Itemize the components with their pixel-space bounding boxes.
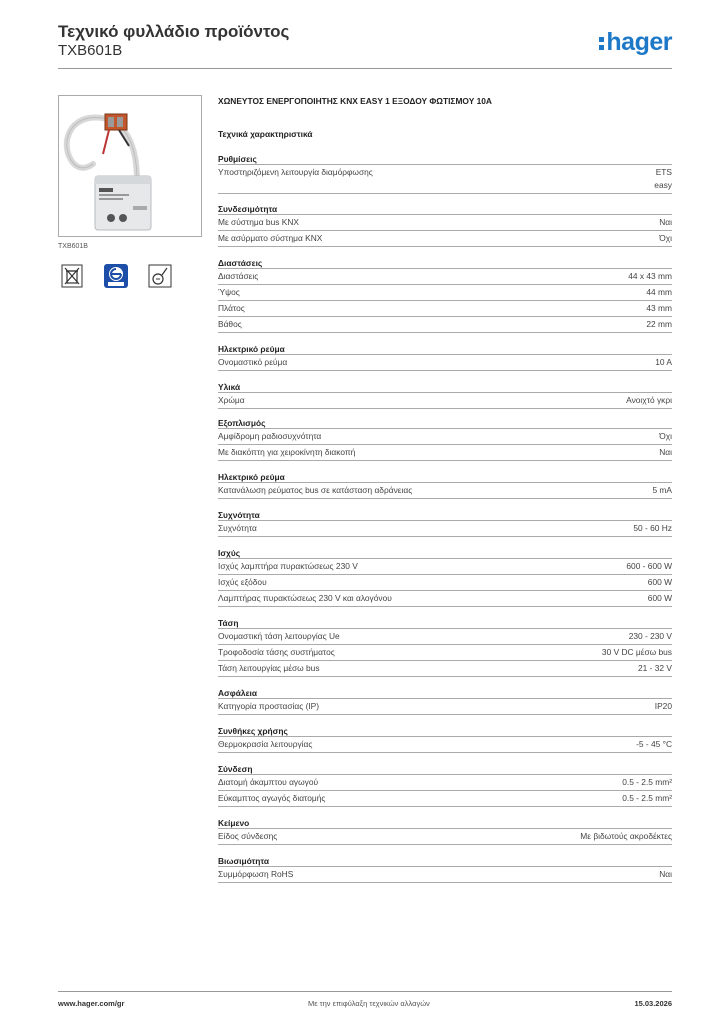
spec-row bbox=[218, 317, 672, 333]
spec-label: Συχνότητα bbox=[218, 523, 257, 533]
spec-value bbox=[626, 559, 672, 574]
spec-value bbox=[626, 393, 672, 408]
spec-label: Λαμπτήρας πυρακτώσεως 230 V και αλογόνου bbox=[218, 593, 392, 603]
spec-label: Κατανάλωση ρεύματος bus σε κατάσταση αδράνειας bbox=[218, 485, 413, 495]
page-header bbox=[58, 22, 672, 68]
spec-row bbox=[218, 791, 672, 807]
spec-label: Βάθος bbox=[218, 319, 242, 329]
spec-label: Τροφοδοσία τάσης συστήματος bbox=[218, 647, 335, 657]
spec-value bbox=[648, 591, 672, 606]
spec-value-line: 22 mm bbox=[646, 319, 672, 329]
spec-value-line: easy bbox=[654, 180, 672, 190]
footer-divider bbox=[58, 991, 672, 992]
spec-row bbox=[218, 231, 672, 247]
certification-icons bbox=[58, 262, 174, 290]
spec-value-line: Ανοιχτό γκρι bbox=[626, 395, 672, 405]
spec-section bbox=[218, 818, 672, 845]
spec-row bbox=[218, 165, 672, 194]
spec-value-line: 0.5 - 2.5 mm² bbox=[622, 793, 672, 803]
weee-bin-icon bbox=[58, 262, 86, 290]
section-title: Εξοπλισμός bbox=[218, 418, 672, 429]
spec-value bbox=[580, 829, 672, 844]
spec-section bbox=[218, 258, 672, 333]
spec-label: Τάση λειτουργίας μέσω bus bbox=[218, 663, 320, 673]
spec-row bbox=[218, 629, 672, 645]
spec-label: Με διακόπτη για χειροκίνητη διακοπή bbox=[218, 447, 356, 457]
spec-value-line: 600 W bbox=[647, 593, 672, 603]
logo-colon-icon bbox=[598, 33, 606, 53]
spec-value bbox=[648, 575, 672, 590]
spec-row bbox=[218, 301, 672, 317]
section-title: Σύνδεση bbox=[218, 764, 672, 775]
spec-row bbox=[218, 699, 672, 715]
spec-value-line: 44 mm bbox=[646, 287, 672, 297]
spec-row bbox=[218, 661, 672, 677]
spec-value bbox=[655, 699, 672, 714]
product-photo-icon bbox=[59, 96, 201, 236]
spec-row bbox=[218, 429, 672, 445]
spec-value bbox=[628, 269, 672, 284]
spec-value-line: Ναι bbox=[659, 217, 672, 227]
spec-value-line: 0.5 - 2.5 mm² bbox=[622, 777, 672, 787]
spec-label: Αμφίδρομη ραδιοσυχνότητα bbox=[218, 431, 322, 441]
spec-column bbox=[218, 96, 672, 894]
product-name: ΧΩΝΕΥΤΟΣ ΕΝΕΡΓΟΠΟΙΗΤΗΣ KNX EASY 1 ΕΞΟΔΟΥ ΦΩΤΙΣΜΟΥ 10A bbox=[218, 96, 492, 106]
hager-logo bbox=[598, 28, 672, 57]
spec-value bbox=[659, 445, 672, 460]
spec-value-line: 600 W bbox=[647, 577, 672, 587]
spec-row bbox=[218, 445, 672, 461]
section-title: Ασφάλεια bbox=[218, 688, 672, 699]
spec-section bbox=[218, 764, 672, 807]
section-title: Συνδεσιμότητα bbox=[218, 204, 672, 215]
logo-text: hager bbox=[606, 28, 672, 56]
easy-config-icon bbox=[102, 262, 130, 290]
lamp-icon bbox=[146, 262, 174, 290]
spec-value bbox=[659, 231, 672, 246]
image-caption: TXB601B bbox=[58, 243, 88, 250]
spec-section bbox=[218, 418, 672, 461]
spec-value-line: IP20 bbox=[654, 701, 672, 711]
footer-note: Με την επιφύλαξη τεχνικών αλλαγών bbox=[308, 999, 430, 1008]
spec-value-line: Ναι bbox=[659, 447, 672, 457]
spec-value bbox=[636, 737, 672, 752]
section-title: Υλικά bbox=[218, 382, 672, 393]
spec-value bbox=[602, 645, 672, 660]
spec-value bbox=[652, 483, 672, 498]
spec-value-line: 10 A bbox=[655, 357, 672, 367]
spec-value-line: Με βιδωτούς ακροδέκτες bbox=[580, 831, 672, 841]
spec-label: Ύψος bbox=[218, 287, 240, 297]
spec-value-line: Όχι bbox=[659, 233, 672, 243]
spec-label: Θερμοκρασία λειτουργίας bbox=[218, 739, 313, 749]
spec-section bbox=[218, 344, 672, 371]
spec-value bbox=[629, 629, 672, 644]
spec-section bbox=[218, 856, 672, 883]
spec-row bbox=[218, 269, 672, 285]
spec-row bbox=[218, 775, 672, 791]
section-title: Ρυθμίσεις bbox=[218, 154, 672, 165]
spec-label: Ισχύς λαμπτήρα πυρακτώσεως 230 V bbox=[218, 561, 358, 571]
spec-row bbox=[218, 829, 672, 845]
spec-value-line: 600 - 600 W bbox=[626, 561, 672, 571]
spec-row bbox=[218, 737, 672, 753]
section-title: Βιωσιμότητα bbox=[218, 856, 672, 867]
product-image bbox=[58, 95, 202, 237]
spec-value bbox=[655, 355, 672, 370]
spec-label: Με σύστημα bus KNX bbox=[218, 217, 299, 227]
spec-section bbox=[218, 154, 672, 194]
spec-row bbox=[218, 393, 672, 409]
spec-label: Ονομαστικό ρεύμα bbox=[218, 357, 288, 367]
spec-section bbox=[218, 688, 672, 715]
spec-row bbox=[218, 645, 672, 661]
spec-label: Ονομαστική τάση λειτουργίας Ue bbox=[218, 631, 340, 641]
section-title: Τάση bbox=[218, 618, 672, 629]
spec-value bbox=[654, 165, 672, 192]
spec-section bbox=[218, 510, 672, 537]
spec-value bbox=[659, 867, 672, 882]
spec-row bbox=[218, 591, 672, 607]
spec-section bbox=[218, 204, 672, 247]
spec-value-line: 30 V DC μέσω bus bbox=[601, 647, 672, 657]
spec-value-line: 230 - 230 V bbox=[628, 631, 672, 641]
spec-value bbox=[646, 285, 672, 300]
spec-section bbox=[218, 548, 672, 607]
spec-label: Διαστάσεις bbox=[218, 271, 259, 281]
section-title: Ισχύς bbox=[218, 548, 672, 559]
header-divider bbox=[58, 68, 672, 69]
spec-value bbox=[622, 775, 672, 790]
spec-row bbox=[218, 215, 672, 231]
spec-value bbox=[638, 661, 672, 676]
section-title: Συνθήκες χρήσης bbox=[218, 726, 672, 737]
section-title: Συχνότητα bbox=[218, 510, 672, 521]
spec-value bbox=[622, 791, 672, 806]
spec-label: Πλάτος bbox=[218, 303, 245, 313]
spec-label: Διατομή άκαμπτου αγωγού bbox=[218, 777, 319, 787]
spec-label: Εύκαμπτος αγωγός διατομής bbox=[218, 793, 326, 803]
spec-row bbox=[218, 521, 672, 537]
spec-value-line: 44 x 43 mm bbox=[628, 271, 672, 281]
spec-value-line: -5 - 45 °C bbox=[636, 739, 672, 749]
spec-section bbox=[218, 726, 672, 753]
spec-label: Είδος σύνδεσης bbox=[218, 831, 278, 841]
spec-label: Με ασύρματο σύστημα KNX bbox=[218, 233, 323, 243]
footer-date: 15.03.2026 bbox=[634, 999, 672, 1008]
spec-row bbox=[218, 575, 672, 591]
spec-value-line: 43 mm bbox=[646, 303, 672, 313]
spec-row bbox=[218, 355, 672, 371]
spec-row bbox=[218, 559, 672, 575]
spec-value bbox=[646, 301, 672, 316]
section-title: Διαστάσεις bbox=[218, 258, 672, 269]
section-title: Ηλεκτρικό ρεύμα bbox=[218, 344, 672, 355]
spec-value-line: Όχι bbox=[659, 431, 672, 441]
spec-sections bbox=[218, 154, 672, 883]
spec-row bbox=[218, 285, 672, 301]
spec-row bbox=[218, 867, 672, 883]
spec-value bbox=[659, 429, 672, 444]
spec-value bbox=[633, 521, 672, 536]
spec-value-line: Ναι bbox=[659, 869, 672, 879]
spec-value bbox=[646, 317, 672, 332]
spec-value-line: 50 - 60 Hz bbox=[633, 523, 672, 533]
spec-value-line: 21 - 32 V bbox=[638, 663, 672, 673]
spec-label: Συμμόρφωση RoHS bbox=[218, 869, 294, 879]
section-title: Ηλεκτρικό ρεύμα bbox=[218, 472, 672, 483]
spec-section bbox=[218, 618, 672, 677]
specs-heading: Τεχνικά χαρακτηριστικά bbox=[218, 129, 313, 139]
footer-website[interactable]: www.hager.com/gr bbox=[58, 999, 125, 1008]
spec-value-line: ETS bbox=[655, 167, 672, 177]
section-title: Κείμενο bbox=[218, 818, 672, 829]
spec-label: Χρώμα bbox=[218, 395, 245, 405]
spec-label: Ισχύς εξόδου bbox=[218, 577, 267, 587]
spec-label: Κατηγορία προστασίας (IP) bbox=[218, 701, 320, 711]
spec-value bbox=[659, 215, 672, 230]
spec-section bbox=[218, 382, 672, 409]
spec-label: Υποστηριζόμενη λειτουργία διαμόρφωσης bbox=[218, 167, 373, 177]
spec-row bbox=[218, 483, 672, 499]
spec-section bbox=[218, 472, 672, 499]
spec-value-line: 5 mA bbox=[652, 485, 672, 495]
product-code: TXB601B bbox=[58, 42, 123, 59]
document-title: Τεχνικό φυλλάδιο προϊόντος bbox=[58, 22, 290, 41]
